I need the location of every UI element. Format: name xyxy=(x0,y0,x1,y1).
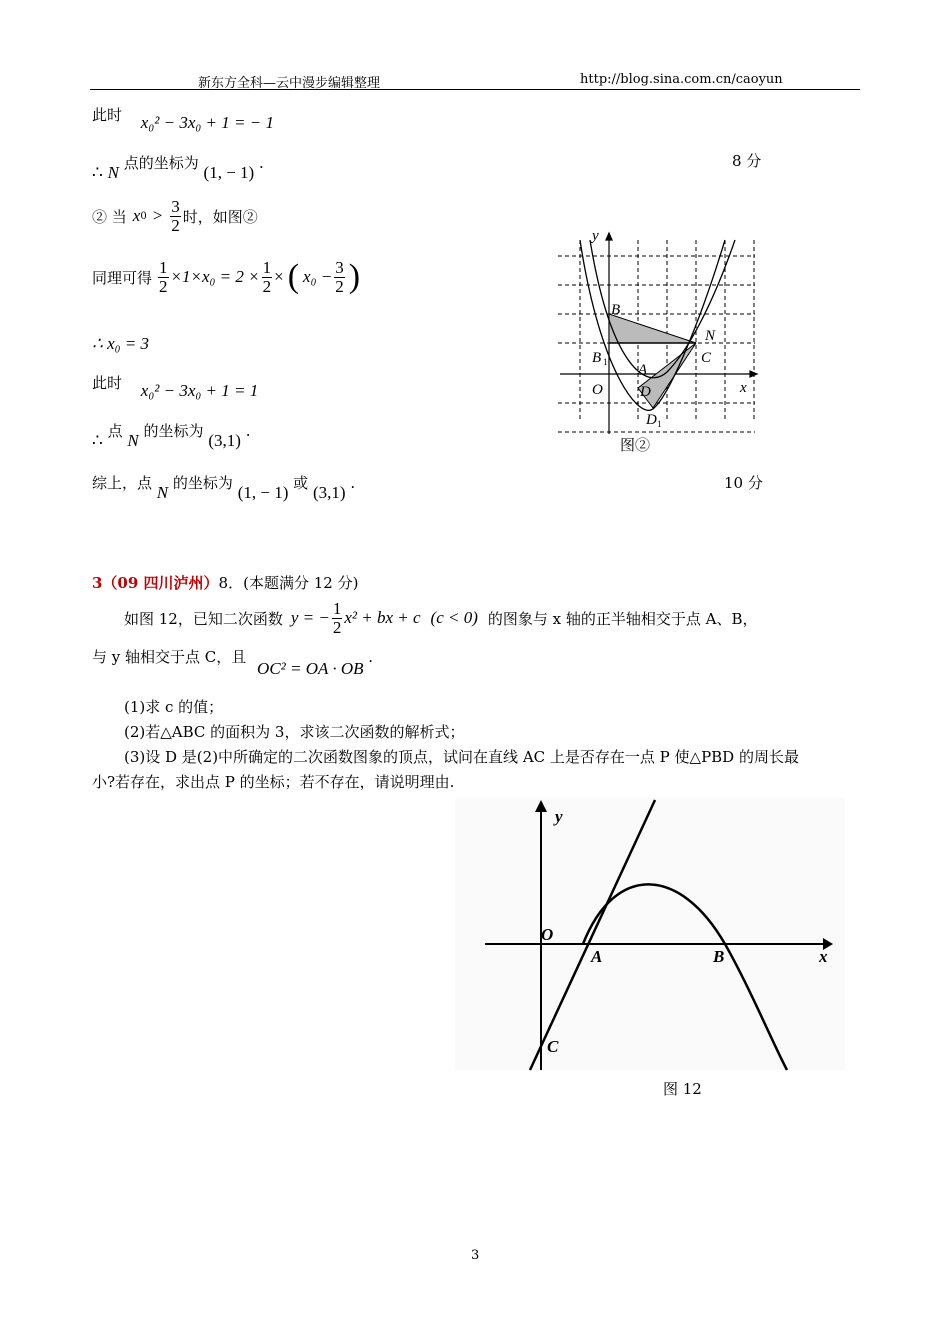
fig2-label-d: D xyxy=(640,384,651,400)
fig2-label-y: y xyxy=(592,228,599,244)
fig12-label-o: O xyxy=(541,925,554,944)
problem-heading xyxy=(92,572,358,593)
fig2-label-b1: B xyxy=(592,350,602,366)
fraction-half-b: $\frac{1}{2}$ xyxy=(262,257,272,296)
line8 xyxy=(92,472,356,502)
question-1: (1)求 c 的值； xyxy=(124,698,224,716)
line1 xyxy=(92,104,274,132)
fig12-label-a: A xyxy=(591,947,603,966)
problem-p1-rest: x² + bx + c xyxy=(344,608,421,628)
fig2-label-d1: D xyxy=(646,412,657,428)
line6 xyxy=(92,372,259,400)
line7-pt: 点 xyxy=(107,422,123,440)
fig2-label-n: N xyxy=(705,328,716,344)
fig12-label-y: y xyxy=(555,807,563,826)
line7-text: 的坐标为 xyxy=(143,422,204,440)
line8-coord2: (3,1) xyxy=(312,483,346,502)
line2 xyxy=(92,152,264,182)
problem-line1 xyxy=(124,600,758,637)
line4-paren: x₀ − xyxy=(303,267,333,286)
fig2-caption: 图② xyxy=(620,438,651,454)
therefore-symbol-2: ∴ xyxy=(92,431,103,450)
fig12-label-b: B xyxy=(713,947,725,966)
problem-fraction-half: $\frac{1}{2}$ xyxy=(332,599,342,637)
fig2-label-o: O xyxy=(592,382,603,398)
point-n: N xyxy=(107,163,119,182)
fraction-half-a: $\frac{1}{2}$ xyxy=(159,257,168,296)
line6-expr: x₀² − 3x₀ + 1 = 1 xyxy=(140,381,259,400)
fig2-label-b1-sub: 1 xyxy=(603,357,608,367)
line7 xyxy=(92,420,251,450)
fig2-label-c: C xyxy=(701,350,712,366)
problem-p1-a: 如图 12，已知二次函数 xyxy=(124,609,283,628)
line1-label: 此时 xyxy=(92,106,123,124)
line2-end: . xyxy=(258,154,264,172)
problem-tag: 3（09 四川泸州） xyxy=(92,574,219,592)
therefore-symbol: ∴ xyxy=(92,163,103,182)
fraction-3-2-b: $\frac{3}{2}$ xyxy=(335,257,344,296)
fig12-label-c: C xyxy=(547,1037,559,1056)
problem-head: 8．(本题满分 12 分) xyxy=(218,574,359,592)
fig2-label-d1-sub: 1 xyxy=(657,419,662,429)
line7-end: . xyxy=(245,422,251,440)
line8-or: 或 xyxy=(293,474,309,492)
fig2-label-b: B xyxy=(611,302,621,318)
line3-post: 时，如图② xyxy=(182,207,258,226)
line3-gt: > xyxy=(152,206,163,226)
problem-p1-cond: (c < 0) xyxy=(430,608,478,628)
line3-pre: ② 当 xyxy=(92,207,127,226)
problem-line2 xyxy=(92,646,374,678)
score-8: 8 分 xyxy=(732,152,762,170)
figure-2 xyxy=(550,222,770,457)
line2-text: 点的坐标为 xyxy=(123,154,199,172)
point-n-3: N xyxy=(156,483,169,502)
problem-p1-b: 的图象与 x 轴的正半轴相交于点 A、B， xyxy=(487,609,758,628)
line1-expr: x₀² − 3x₀ + 1 = − 1 xyxy=(140,113,274,132)
line8-coord1: (1, − 1) xyxy=(237,483,289,502)
problem-p1-y: y = − xyxy=(290,608,330,628)
line5: ∴ x₀ = 3 xyxy=(92,334,149,353)
header-right: http://blog.sina.com.cn/caoyun xyxy=(580,72,783,87)
line2-coord: (1, − 1) xyxy=(203,163,255,182)
line4-pre: 同理可得 xyxy=(92,268,153,287)
problem-p2-a: 与 y 轴相交于点 C，且 xyxy=(92,648,247,666)
fraction-3-2: $\frac{3}{2}$ xyxy=(171,197,180,235)
line3-var: x xyxy=(132,206,141,226)
line3-sub: 0 xyxy=(140,210,147,222)
question-2: (2)若△ABC 的面积为 3，求该二次函数的解析式； xyxy=(124,723,465,741)
line6-label: 此时 xyxy=(92,374,123,392)
page-number: 3 xyxy=(471,1248,480,1263)
point-n-2: N xyxy=(127,431,139,450)
line4-mid2: × xyxy=(274,267,284,286)
line3 xyxy=(92,198,258,235)
line4-mid: ×1×x₀ = 2 × xyxy=(170,267,260,286)
fig2-label-a: A xyxy=(638,362,648,378)
line8-end: . xyxy=(350,474,356,492)
problem-p2-expr: OC² = OA · OB xyxy=(257,659,364,678)
line8-text: 的坐标为 xyxy=(172,474,233,492)
problem-p2-end: . xyxy=(368,648,374,666)
fig12-caption: 图 12 xyxy=(663,1080,702,1098)
header-left: 新东方全科—云中漫步编辑整理 xyxy=(198,76,381,91)
fig2-label-x: x xyxy=(740,380,747,396)
fig12-label-x: x xyxy=(819,947,828,966)
line7-coord: (3,1) xyxy=(208,431,241,450)
line4: 同理可得 $\frac{1}{2}$ ×1×x₀ = 2 × $\frac{1}{2}$ × ( x₀ − $\frac{3}{2}$ ) xyxy=(92,257,361,296)
figure-12 xyxy=(455,798,845,1073)
score-10: 10 分 xyxy=(724,474,763,492)
line8-pre: 综上，点 xyxy=(92,474,153,492)
question-3b: 小?若存在，求出点 P 的坐标；若不存在，请说明理由. xyxy=(92,773,455,791)
question-3a: (3)设 D 是(2)中所确定的二次函数图象的顶点，试问在直线 AC 上是否存在一点 P 使△PBD 的周长最 xyxy=(124,748,799,766)
header-rule xyxy=(90,89,860,90)
